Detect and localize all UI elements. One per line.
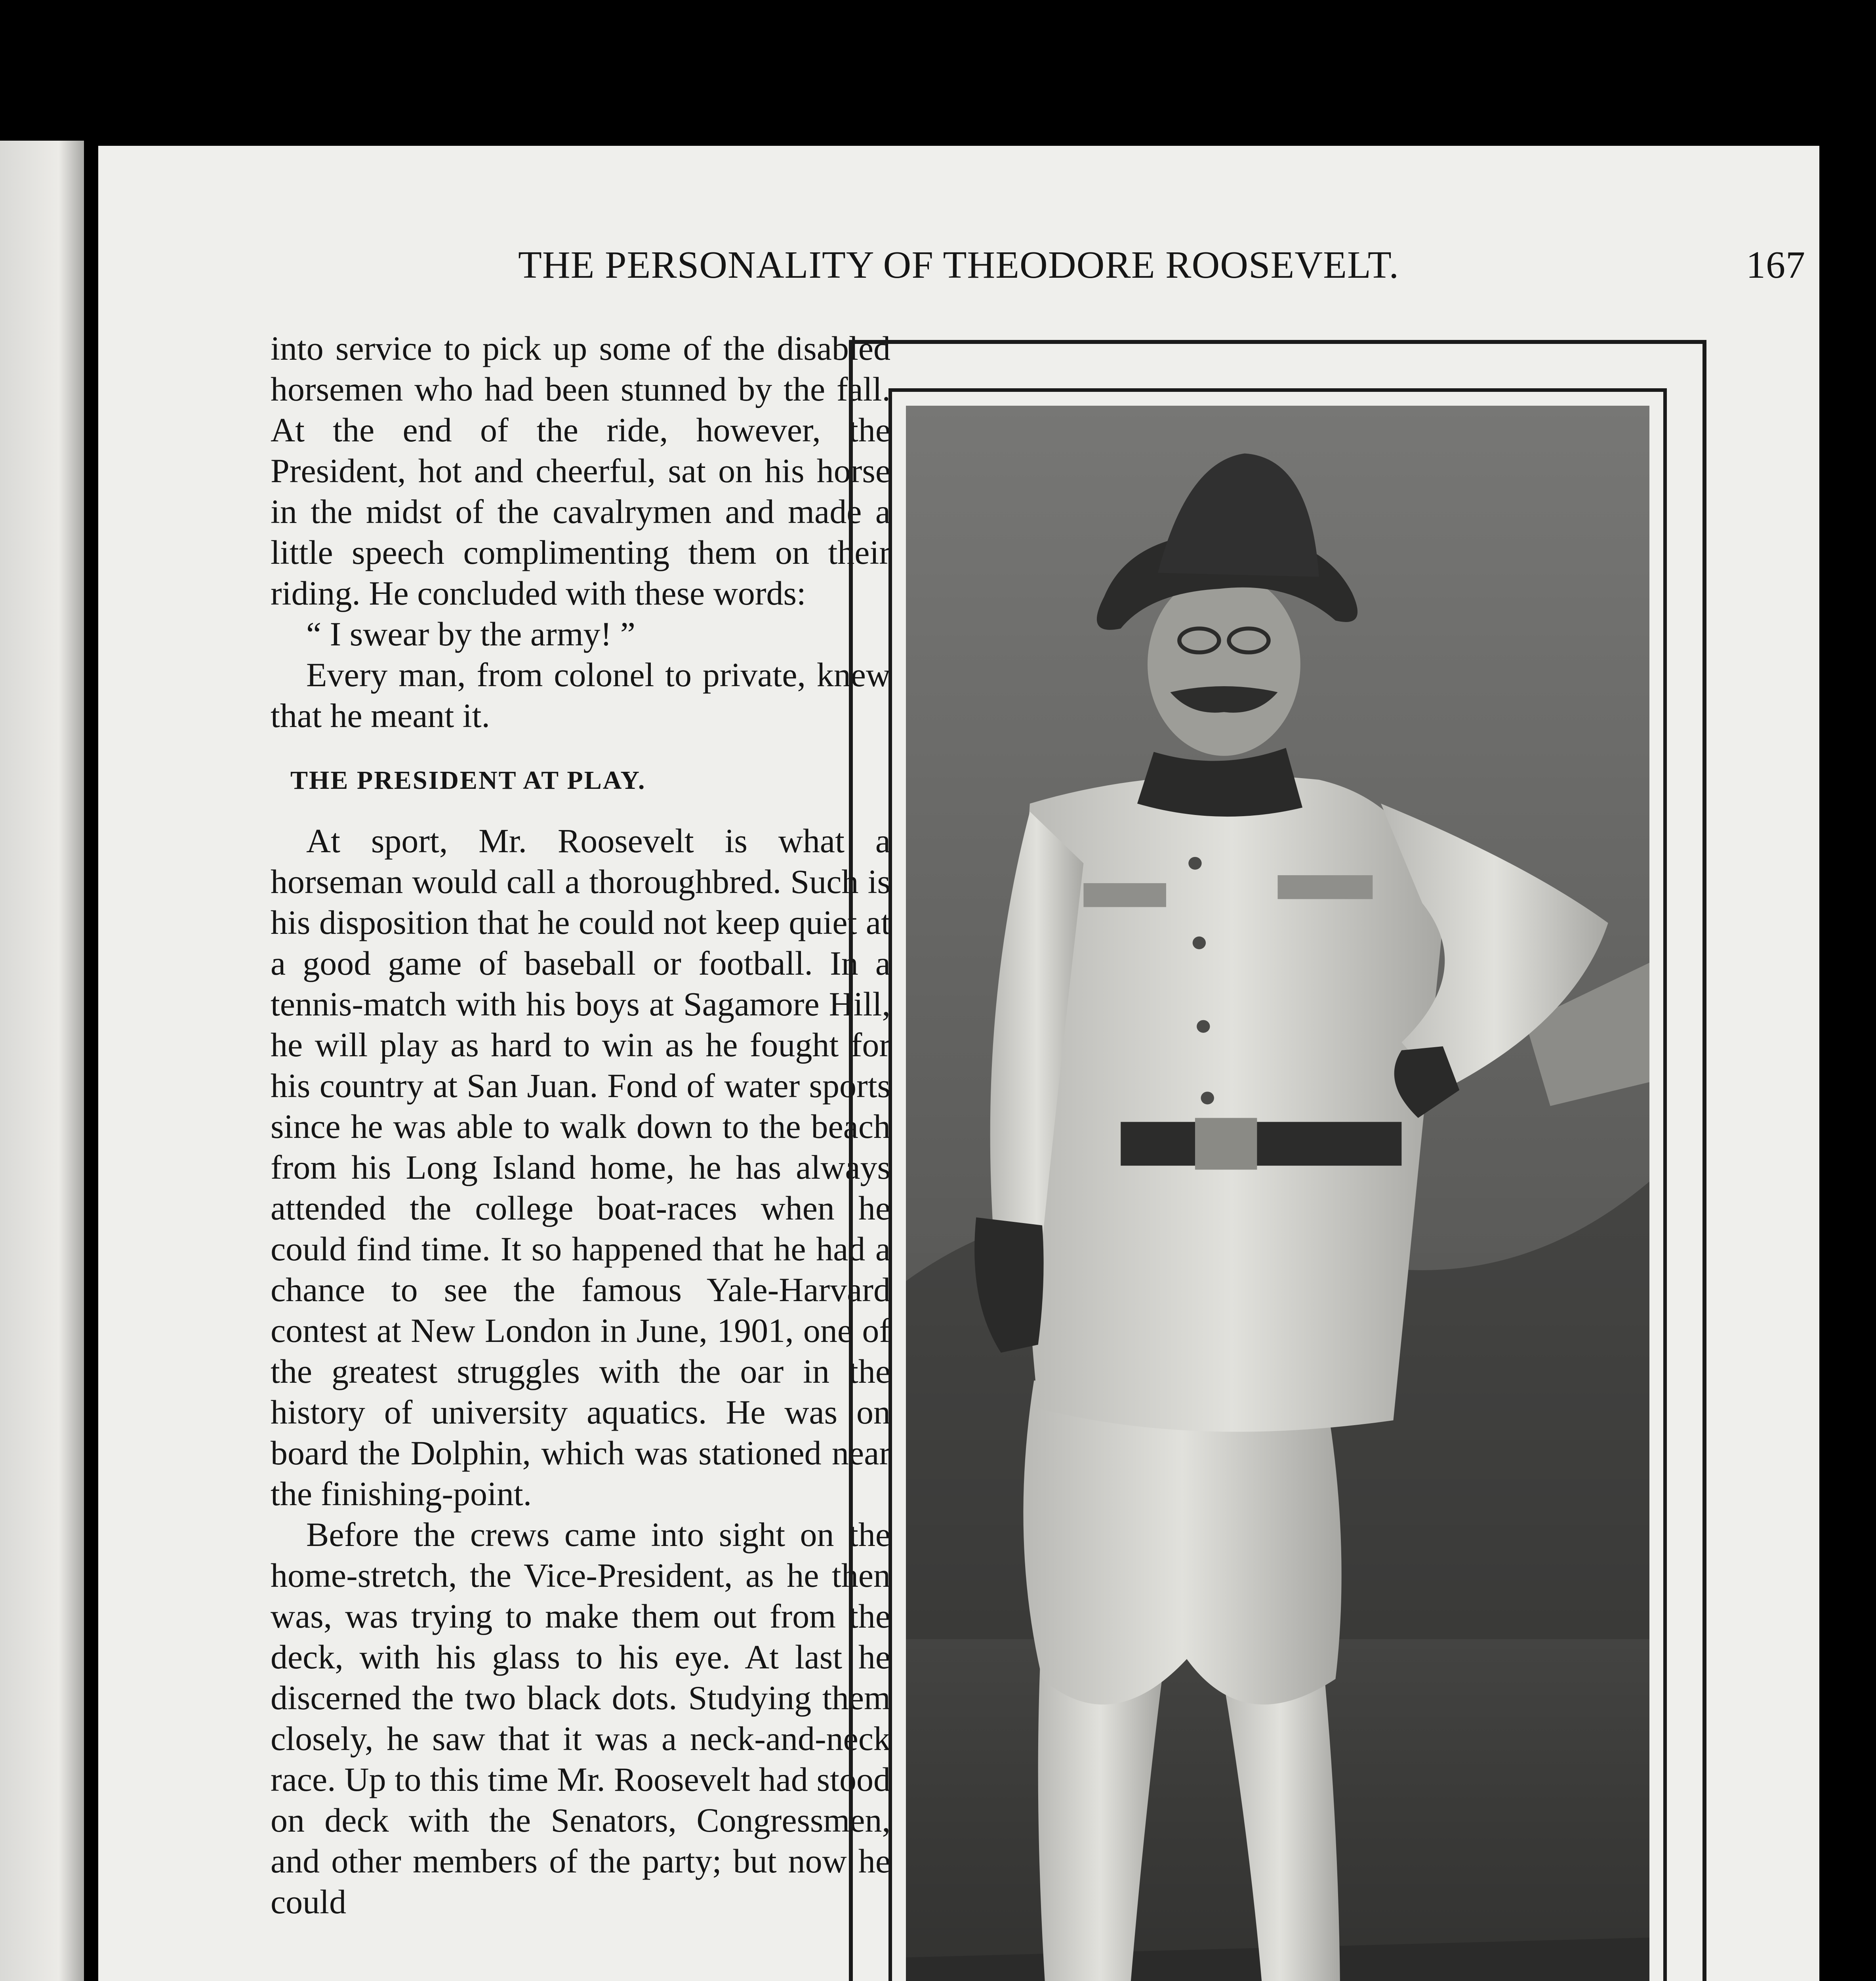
paragraph: At sport, Mr. Roosevelt is what a horseman would call a thoroughbred. Such is his disposition that he could not keep quiet at a good game of baseball or football. In a tennis-match with his boys at Sagamore Hill, he will play as hard to win as he fought for his country at San Juan. Fond of water sports since he was able to walk down to the beach from his Long Island home, he has always attended the college boat-races when he could find time. It so happened that he had a chance to see the famous Yale-Harvard contest at New London in June, 1901, one of the greatest struggles with the oar in the history of university aquatics. He was on board the Dolphin, which was stationed near the finishing-point.	[271, 822, 890, 1513]
photo-frame	[849, 340, 1706, 1981]
magazine-page	[98, 146, 1819, 1981]
section-heading: THE PRESIDENT AT PLAY.	[290, 766, 646, 795]
portrait-illustration	[906, 406, 1649, 1981]
quotation: “ I swear by the army! ”	[306, 615, 635, 653]
photo-inner-border	[888, 388, 1667, 1981]
paragraph-continued: into service to pick up some of the disabled horsemen who had been stunned by the fall. At the end of the ride, however, the President, hot and cheerful, sat on his horse in the midst of the cavalrymen and made a little speech complimenting them on their riding. He concluded with these words:	[271, 329, 890, 612]
running-title: THE PERSONALITY OF THEODORE ROOSEVELT.	[518, 244, 1399, 286]
page-number: 167	[1746, 244, 1805, 286]
roosevelt-portrait-photo	[906, 406, 1649, 1981]
paragraph: Before the crews came into sight on the home-stretch, the Vice-President, as he then was, was trying to make them out from the deck, with his glass to his eye. At last he discerned the two black dots. Studying them closely, he saw that it was a neck-and-neck race. Up to this time Mr. Roosevelt had stood on deck with the Senators, Congressmen, and other members of the party; but now he could	[271, 1515, 890, 1921]
running-header	[518, 243, 1805, 294]
article-column	[271, 328, 890, 1922]
adjacent-page-edge	[0, 141, 84, 1981]
paragraph: Every man, from colonel to private, knew that he meant it.	[271, 656, 890, 735]
